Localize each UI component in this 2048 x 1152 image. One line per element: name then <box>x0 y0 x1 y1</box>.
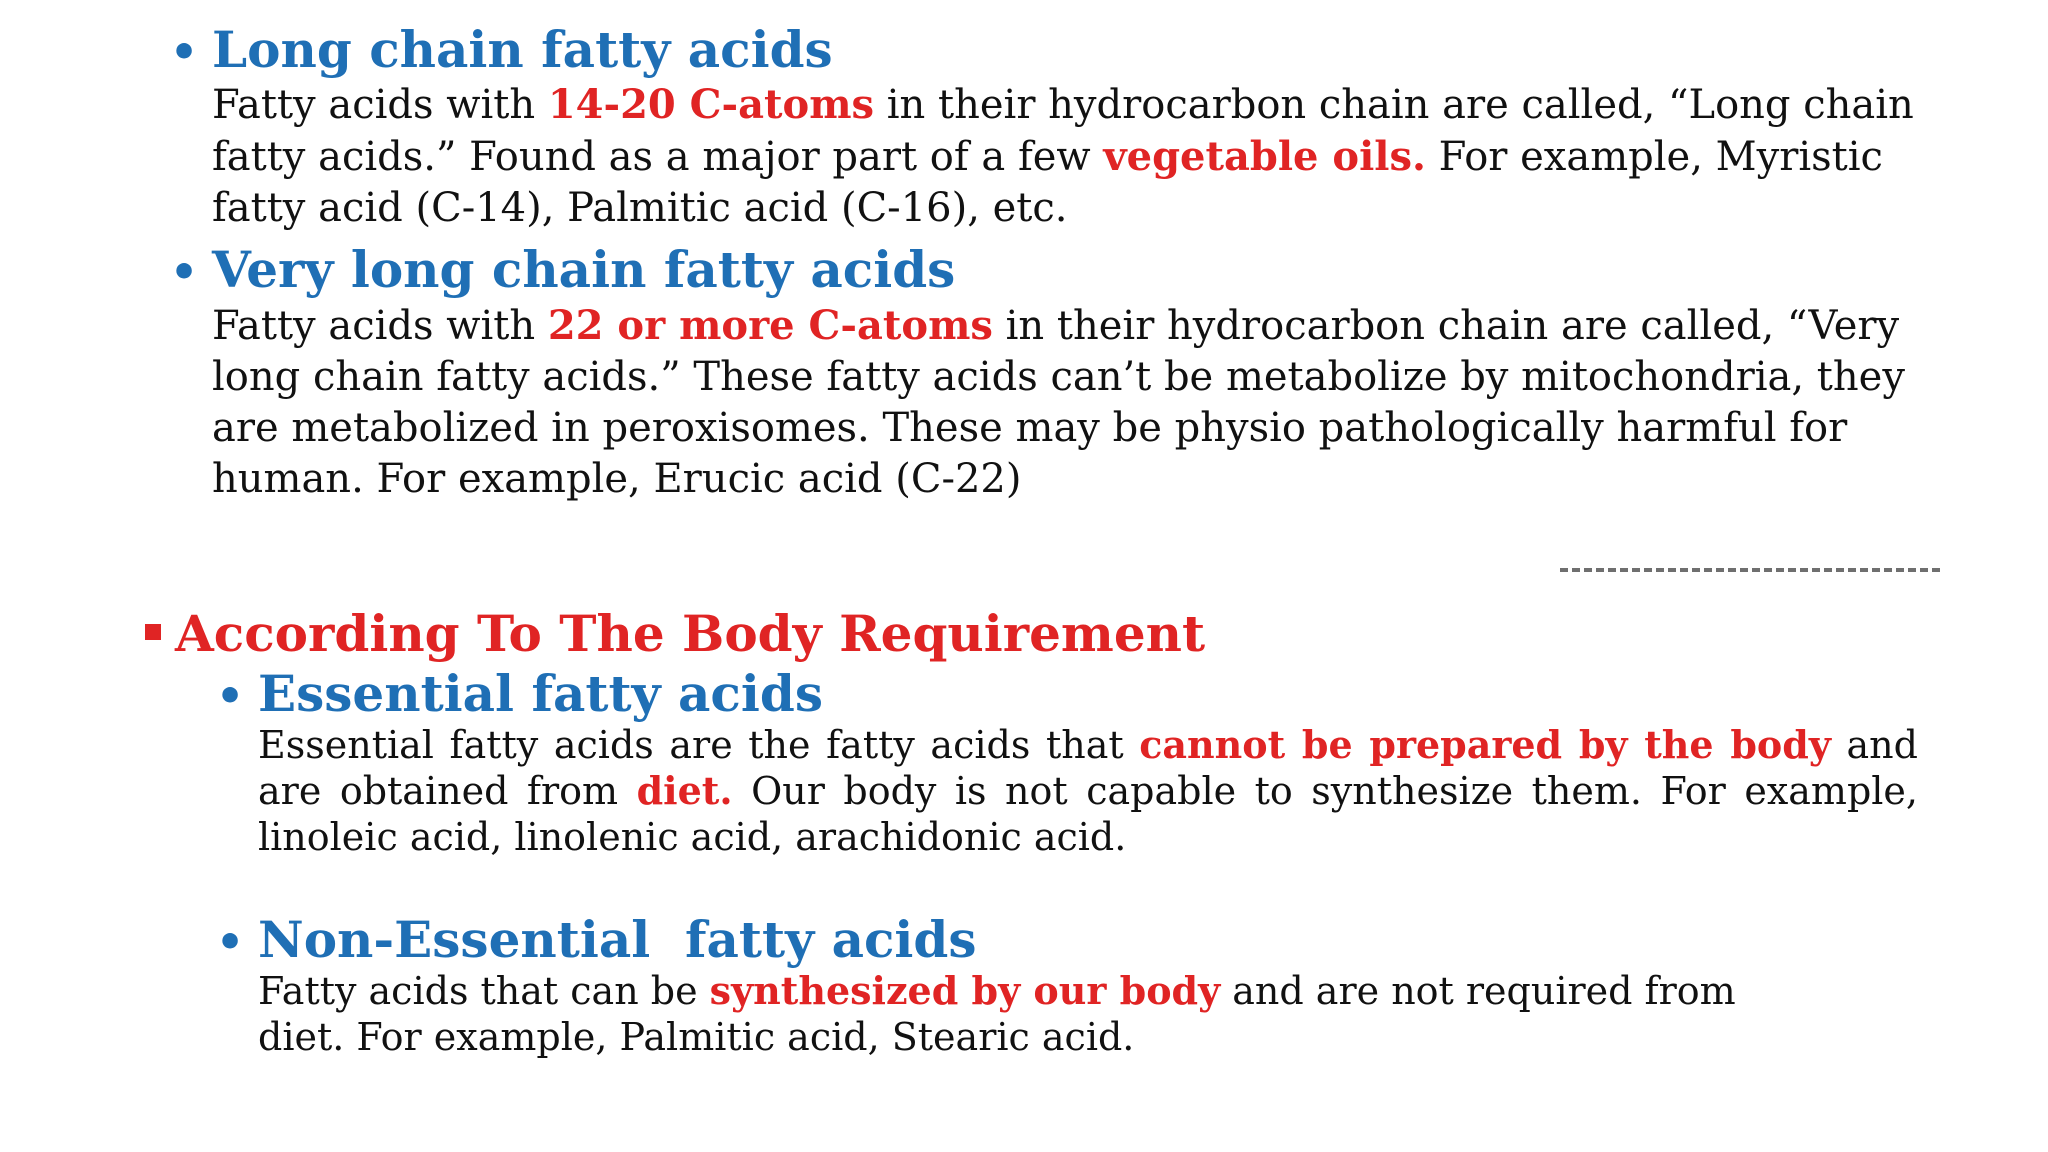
essential-text-3: Our body is not capable to synthesize them. For example, linoleic acid, linolenic acid, arachidonic acid. <box>258 769 1918 859</box>
very-long-chain-heading-text: Very long chain fatty acids <box>212 240 956 299</box>
body-requirement-heading <box>145 604 1205 664</box>
long-chain-highlight-oils: vegetable oils. <box>1103 133 1426 180</box>
body-requirement-heading-text: According To The Body Requirement <box>175 604 1206 663</box>
long-chain-highlight-carbon: 14-20 C-atoms <box>547 81 875 128</box>
essential-heading <box>216 664 823 727</box>
long-chain-text-2: in their hydrocarbon chain are called, “Long chain fatty acids.” Found as a major part of a few <box>212 82 1914 180</box>
bullet-dot-icon: • <box>216 917 245 968</box>
non-essential-heading-text: Non-Essential fatty acids <box>258 910 977 969</box>
long-chain-text-1: Fatty acids with <box>212 82 548 128</box>
cropped-citation-fragment <box>1560 568 1940 578</box>
long-chain-heading <box>170 20 833 83</box>
bullet-dot-icon: • <box>170 247 199 298</box>
non-essential-text-2: and are not required from diet. For example, Palmitic acid, Stearic acid. <box>258 969 1736 1059</box>
essential-highlight-body: cannot be prepared by the body <box>1139 722 1831 767</box>
non-essential-heading <box>216 910 977 973</box>
essential-heading-text: Essential fatty acids <box>258 664 823 723</box>
essential-text-2: and are obtained from <box>258 723 1918 813</box>
essential-text-1: Essential fatty acids are the fatty acids that <box>258 723 1140 767</box>
very-long-chain-text-1: Fatty acids with <box>212 303 548 349</box>
non-essential-paragraph <box>258 968 1818 1060</box>
bullet-dot-icon: • <box>170 27 199 78</box>
long-chain-paragraph <box>212 79 1972 234</box>
essential-paragraph <box>258 722 1918 860</box>
essential-highlight-diet: diet. <box>636 768 733 813</box>
very-long-chain-heading <box>170 240 955 303</box>
non-essential-text-1: Fatty acids that can be <box>258 969 710 1013</box>
non-essential-highlight-body: synthesized by our body <box>709 968 1221 1013</box>
very-long-chain-text-2: in their hydrocarbon chain are called, “Very long chain fatty acids.” These fatty acids can’t be metabolize by mitochondria, they are metabolized in peroxisomes. These may be physio pathologically harmful for human. For example, Erucic acid (C-22) <box>212 303 1905 502</box>
very-long-chain-paragraph <box>212 300 1912 505</box>
very-long-chain-highlight-carbon: 22 or more C-atoms <box>547 302 993 349</box>
square-bullet-icon <box>145 624 161 640</box>
long-chain-text-3: For example, Myristic fatty acid (C-14), Palmitic acid (C-16), etc. <box>212 134 1883 231</box>
long-chain-heading-text: Long chain fatty acids <box>212 20 833 79</box>
bullet-dot-icon: • <box>216 671 245 722</box>
